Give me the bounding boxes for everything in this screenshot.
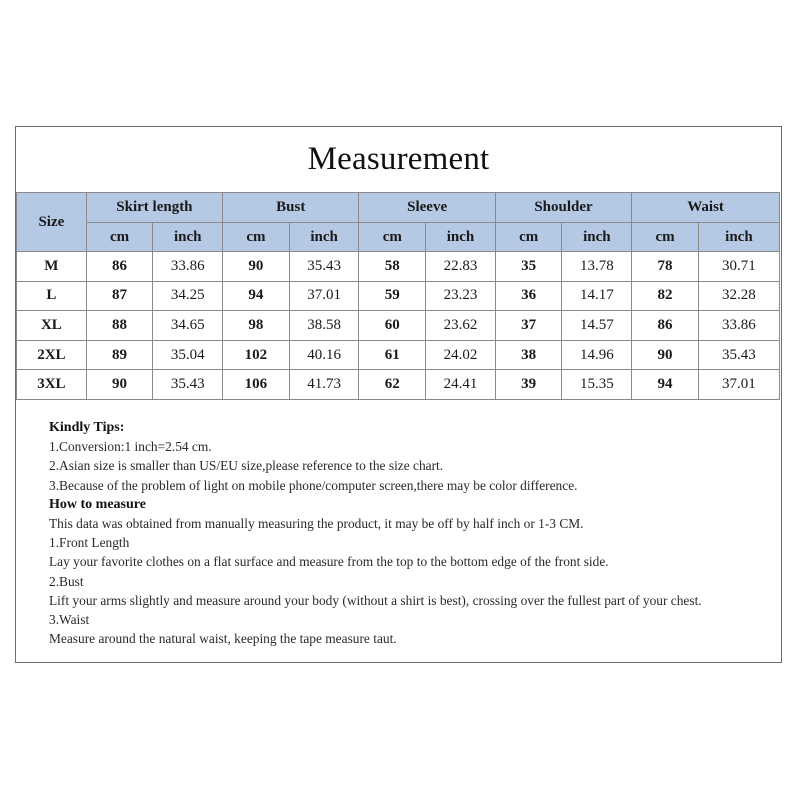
size-label: 3XL	[17, 370, 87, 400]
tips-heading: Kindly Tips:	[49, 420, 125, 435]
inch-value: 13.78	[562, 252, 632, 282]
unit-header: cm	[86, 223, 153, 252]
cm-value: 36	[495, 281, 562, 311]
unit-header: inch	[562, 223, 632, 252]
cm-value: 90	[632, 340, 699, 370]
measure-line: This data was obtained from manually measuring the product, it may be off by half inch or 1-3 CM.	[49, 516, 584, 532]
table-body	[17, 252, 780, 400]
cm-value: 90	[86, 370, 153, 400]
inch-value: 35.43	[698, 340, 779, 370]
cm-value: 78	[632, 252, 699, 282]
table-row	[17, 370, 780, 400]
cm-value: 89	[86, 340, 153, 370]
inch-value: 37.01	[698, 370, 779, 400]
inch-value: 15.35	[562, 370, 632, 400]
inch-value: 41.73	[289, 370, 359, 400]
cm-value: 60	[359, 311, 426, 341]
cm-value: 82	[632, 281, 699, 311]
measure-line: 1.Front Length	[49, 535, 130, 551]
cm-value: 86	[86, 252, 153, 282]
cm-value: 94	[632, 370, 699, 400]
cm-value: 86	[632, 311, 699, 341]
measure-line: Measure around the natural waist, keeping the tape measure taut.	[49, 631, 397, 647]
cm-value: 88	[86, 311, 153, 341]
size-chart-frame	[15, 126, 782, 663]
inch-value: 14.57	[562, 311, 632, 341]
cm-value: 37	[495, 311, 562, 341]
unit-header: inch	[289, 223, 359, 252]
cm-value: 90	[223, 252, 290, 282]
inch-value: 38.58	[289, 311, 359, 341]
inch-value: 34.25	[153, 281, 223, 311]
how-to-measure-heading: How to measure	[49, 496, 146, 512]
group-header: Skirt length	[86, 193, 222, 223]
cm-value: 98	[223, 311, 290, 341]
inch-value: 40.16	[289, 340, 359, 370]
cm-value: 87	[86, 281, 153, 311]
size-column-header: Size	[17, 193, 87, 252]
inch-value: 33.86	[698, 311, 779, 341]
unit-header: cm	[359, 223, 426, 252]
inch-value: 33.86	[153, 252, 223, 282]
cm-value: 102	[223, 340, 290, 370]
measure-line: Lift your arms slightly and measure around your body (without a shirt is best), crossing over the fullest part of your chest.	[49, 592, 702, 608]
unit-header: inch	[153, 223, 223, 252]
group-header: Sleeve	[359, 193, 495, 223]
inch-value: 35.43	[153, 370, 223, 400]
cm-value: 106	[223, 370, 290, 400]
size-label: 2XL	[17, 340, 87, 370]
unit-header: cm	[632, 223, 699, 252]
cm-value: 59	[359, 281, 426, 311]
table-row	[17, 311, 780, 341]
measure-line: 3.Waist	[49, 612, 90, 628]
tip-line: 1.Conversion:1 inch=2.54 cm.	[49, 439, 212, 455]
table-header-row	[17, 193, 780, 223]
inch-value: 23.23	[426, 281, 496, 311]
cm-value: 38	[495, 340, 562, 370]
tip-line: 3.Because of the problem of light on mobile phone/computer screen,there may be color difference.	[49, 477, 578, 493]
tips-section	[49, 418, 779, 648]
cm-value: 94	[223, 281, 290, 311]
unit-header: cm	[223, 223, 290, 252]
cm-value: 35	[495, 252, 562, 282]
table-row	[17, 252, 780, 282]
inch-value: 23.62	[426, 311, 496, 341]
measure-line: 2.Bust	[49, 573, 84, 589]
cm-value: 58	[359, 252, 426, 282]
unit-header: inch	[426, 223, 496, 252]
size-label: XL	[17, 311, 87, 341]
inch-value: 32.28	[698, 281, 779, 311]
cm-value: 62	[359, 370, 426, 400]
cm-value: 39	[495, 370, 562, 400]
inch-value: 34.65	[153, 311, 223, 341]
inch-value: 22.83	[426, 252, 496, 282]
measure-line: Lay your favorite clothes on a flat surface and measure from the top to the bottom edge of the front side.	[49, 554, 609, 570]
inch-value: 14.17	[562, 281, 632, 311]
table-unit-row	[17, 223, 780, 252]
table-row	[17, 340, 780, 370]
chart-title: Measurement	[307, 141, 490, 177]
size-label: L	[17, 281, 87, 311]
group-header: Bust	[223, 193, 359, 223]
cm-value: 61	[359, 340, 426, 370]
inch-value: 30.71	[698, 252, 779, 282]
table-row	[17, 281, 780, 311]
inch-value: 35.04	[153, 340, 223, 370]
group-header: Waist	[632, 193, 780, 223]
inch-value: 35.43	[289, 252, 359, 282]
size-table	[16, 192, 780, 400]
group-header: Shoulder	[495, 193, 631, 223]
unit-header: cm	[495, 223, 562, 252]
inch-value: 24.02	[426, 340, 496, 370]
inch-value: 14.96	[562, 340, 632, 370]
unit-header: inch	[698, 223, 779, 252]
inch-value: 37.01	[289, 281, 359, 311]
inch-value: 24.41	[426, 370, 496, 400]
size-label: M	[17, 252, 87, 282]
tip-line: 2.Asian size is smaller than US/EU size,please reference to the size chart.	[49, 458, 444, 474]
